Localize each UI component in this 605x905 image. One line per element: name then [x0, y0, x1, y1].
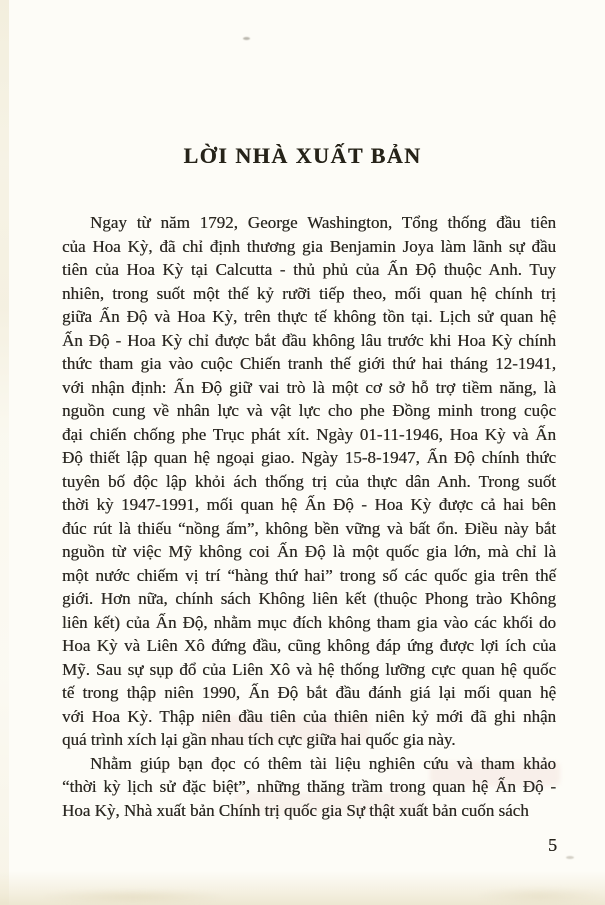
text-line: Độ thiết lập quan hệ ngoại giao. Ngày 15-8-1947, Ấn Độ chính thức — [62, 448, 556, 467]
scan-speck-bottom — [566, 856, 574, 859]
text-line: với nhận định: Ấn Độ giữ vai trò là một cơ sở hỗ trợ tiềm năng, là — [62, 377, 556, 397]
scan-smudge-bottom-right — [475, 887, 605, 905]
text-line: Ngay từ năm 1792, George Washington, Tổng thống đầu tiên — [90, 213, 556, 232]
text-line: nguồn từ việc Mỹ không coi Ấn Độ là một quốc gia lớn, mà chỉ là — [62, 542, 556, 561]
text-line: nhiên, trong suốt một thế kỷ rưỡi tiếp theo, mối quan hệ chính trị — [62, 283, 556, 303]
text-line: giới. Hơn nữa, chính sách Không liên kết (thuộc Phong trào Không — [62, 589, 556, 608]
scan-edge-left-artifact — [0, 0, 9, 905]
text-line: thời kỳ 1947-1991, mối quan hệ Ấn Độ - Hoa Kỳ được cả hai bên — [62, 495, 556, 514]
text-line: quá trình xích lại gần nhau tích cực giữa hai quốc gia này. — [62, 730, 456, 749]
text-line: Hoa Kỳ và Liên Xô đứng đầu, cũng không đáp ứng được lợi ích của — [62, 636, 556, 655]
scan-speck-top — [243, 37, 250, 40]
text-line: đúc rút là thiếu “nồng ấm”, không bền vững và bất ổn. Điều này bắt — [62, 518, 556, 538]
text-line: của Hoa Kỳ, đã chỉ định thương gia Benjamin Joya làm lãnh sự đầu — [62, 236, 556, 256]
text-line: một nước chiếm vị trí “hàng thứ hai” trong số các quốc gia trên thế — [62, 565, 556, 585]
page-title: LỜI NHÀ XUẤT BẢN — [183, 143, 422, 168]
paragraph — [62, 211, 556, 752]
text-line: “thời kỳ lịch sử đặc biệt”, những thăng trầm trong quan hệ Ấn Độ - — [62, 777, 556, 796]
text-line: giữa Ấn Độ và Hoa Kỳ, trên thực tế không tồn tại. Lịch sử quan hệ — [62, 307, 556, 326]
text-line: tế trong thập niên 1990, Ấn Độ bắt đầu đánh giá lại mối quan hệ — [62, 683, 556, 702]
text-line: Ấn Độ - Hoa Kỳ chỉ được bắt đầu không lâu trước khi Hoa Kỳ chính — [62, 330, 556, 350]
text-line: với Hoa Kỳ. Thập niên đầu tiên của thiên niên kỷ mới đã ghi nhận — [62, 706, 556, 726]
text-line: Hoa Kỳ, Nhà xuất bản Chính trị quốc gia Sự thật xuất bản cuốn sách — [62, 800, 529, 820]
text-line: Mỹ. Sau sự sụp đổ của Liên Xô và hệ thống lưỡng cực quan hệ quốc — [62, 659, 556, 679]
text-line: nguồn cung về nhân lực và vật lực cho phe Đồng minh trong cuộc — [62, 401, 556, 420]
page-number: 5 — [548, 835, 557, 855]
text-line: Nhằm giúp bạn đọc có thêm tài liệu nghiên cứu và tham khảo — [90, 753, 556, 773]
text-line: liên kết) của Ấn Độ, nhằm mục đích không tham gia vào các khối do — [62, 612, 556, 632]
text-line: đại chiến chống phe Trục phát xít. Ngày 01-11-1946, Hoa Kỳ và Ấn — [62, 424, 556, 444]
text-line: tuyên bố độc lập khỏi ách thống trị của thực dân Anh. Trong suốt — [62, 471, 556, 491]
text-line: tiên của Hoa Kỳ tại Calcutta - thủ phủ của Ấn Độ thuộc Anh. Tuy — [62, 260, 556, 279]
text-line: thức tham gia vào cuộc Chiến tranh thế giới thứ hai tháng 12-1941, — [62, 354, 556, 373]
paragraph — [62, 752, 556, 823]
body-text — [62, 211, 556, 822]
scan-smudge-bottom-left — [38, 889, 228, 905]
